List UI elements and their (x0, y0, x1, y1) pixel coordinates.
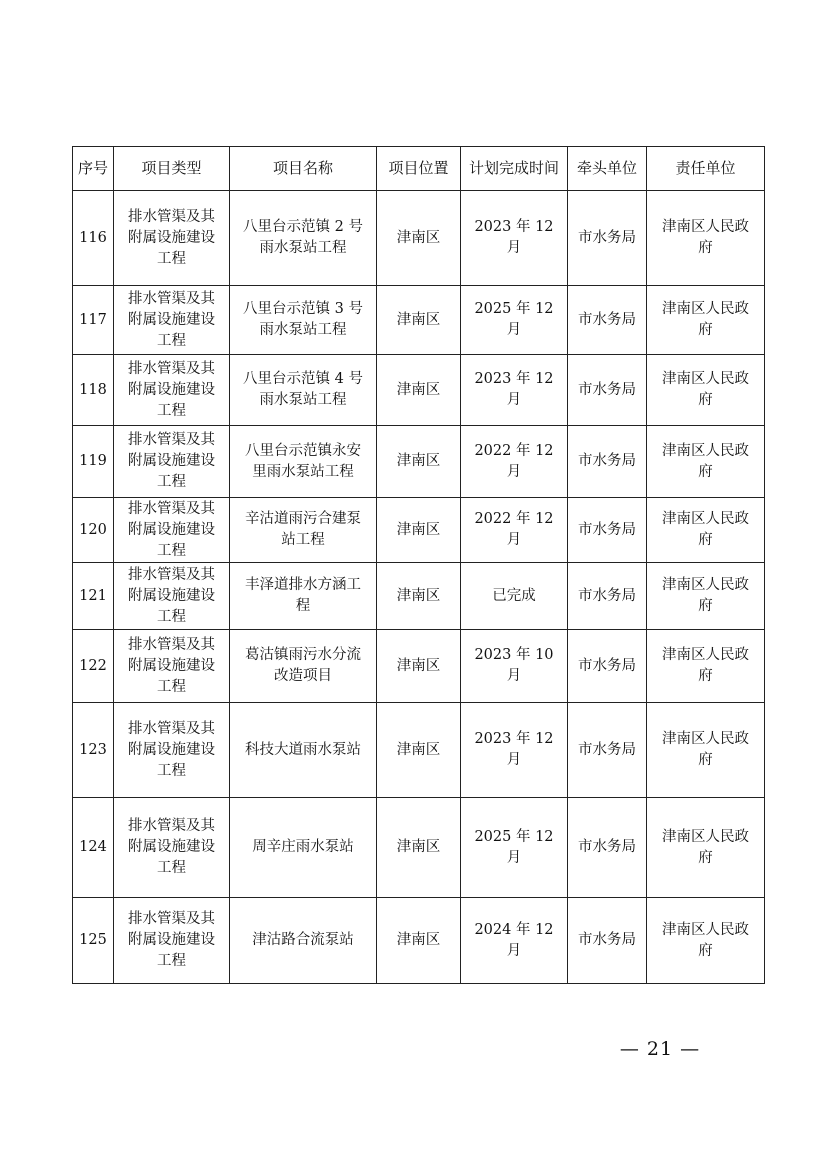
cell-location: 津南区 (377, 191, 461, 286)
cell-responsible (647, 426, 765, 498)
cell-type (114, 286, 230, 355)
cell-lead: 市水务局 (568, 630, 647, 703)
cell-name (230, 191, 377, 286)
cell-name (230, 703, 377, 798)
cell-type-text: 排水管渠及其附属设施建设工程 (128, 911, 215, 969)
cell-deadline: 2023 年 10 月 (461, 630, 568, 703)
cell-name-text: 周辛庄雨水泵站 (252, 839, 354, 855)
cell-deadline: 已完成 (461, 563, 568, 630)
cell-lead: 市水务局 (568, 286, 647, 355)
cell-type-text: 排水管渠及其附属设施建设工程 (128, 720, 215, 779)
cell-no: 119 (73, 426, 114, 498)
cell-no: 124 (73, 798, 114, 898)
table-row (73, 286, 765, 355)
table-row (73, 703, 765, 798)
project-table (72, 146, 765, 984)
cell-deadline: 2022 年 12 月 (461, 498, 568, 563)
cell-lead: 市水务局 (568, 798, 647, 898)
cell-lead: 市水务局 (568, 498, 647, 563)
cell-lead: 市水务局 (568, 703, 647, 798)
header-deadline: 计划完成时间 (461, 147, 568, 191)
cell-deadline: 2022 年 12 月 (461, 426, 568, 498)
cell-responsible-text: 津南区人民政府 (662, 442, 749, 480)
cell-name-text: 丰泽道排水方涵工程 (245, 577, 361, 614)
cell-responsible-text: 津南区人民政府 (662, 921, 749, 959)
cell-lead: 市水务局 (568, 898, 647, 984)
cell-name (230, 798, 377, 898)
cell-no: 118 (73, 355, 114, 426)
cell-responsible-text: 津南区人民政府 (662, 647, 749, 684)
cell-type-text: 排水管渠及其附属设施建设工程 (128, 432, 215, 490)
header-responsible: 责任单位 (647, 147, 765, 191)
cell-no: 121 (73, 563, 114, 630)
cell-location: 津南区 (377, 286, 461, 355)
cell-name (230, 355, 377, 426)
cell-type-text: 排水管渠及其附属设施建设工程 (128, 208, 215, 267)
cell-no: 120 (73, 498, 114, 563)
cell-name (230, 286, 377, 355)
cell-name-text: 八里台示范镇 4 号雨水泵站工程 (243, 371, 363, 408)
table-row (73, 426, 765, 498)
page-number: — 21 — (619, 1038, 701, 1060)
cell-type-text: 排水管渠及其附属设施建设工程 (128, 636, 215, 695)
cell-lead: 市水务局 (568, 426, 647, 498)
cell-location: 津南区 (377, 498, 461, 563)
cell-name-text: 葛沽镇雨污水分流改造项目 (245, 647, 361, 684)
cell-type (114, 355, 230, 426)
cell-location: 津南区 (377, 898, 461, 984)
table-header-row (73, 147, 765, 191)
cell-type-text: 排水管渠及其附属设施建设工程 (128, 500, 215, 559)
cell-name-text: 科技大道雨水泵站 (245, 741, 361, 758)
cell-responsible-text: 津南区人民政府 (662, 371, 749, 408)
cell-location: 津南区 (377, 426, 461, 498)
cell-name-text: 津沽路合流泵站 (252, 932, 354, 948)
cell-type (114, 703, 230, 798)
table-row (73, 355, 765, 426)
cell-type (114, 798, 230, 898)
cell-type (114, 898, 230, 984)
cell-location: 津南区 (377, 355, 461, 426)
cell-name (230, 898, 377, 984)
cell-location: 津南区 (377, 703, 461, 798)
table-row (73, 191, 765, 286)
cell-deadline: 2023 年 12 月 (461, 191, 568, 286)
cell-type (114, 426, 230, 498)
table-row (73, 630, 765, 703)
cell-responsible-text: 津南区人民政府 (662, 219, 749, 256)
header-no: 序号 (73, 147, 114, 191)
cell-deadline: 2024 年 12 月 (461, 898, 568, 984)
cell-responsible (647, 563, 765, 630)
cell-no: 117 (73, 286, 114, 355)
cell-location: 津南区 (377, 563, 461, 630)
cell-deadline: 2025 年 12 月 (461, 286, 568, 355)
header-type: 项目类型 (114, 147, 230, 191)
cell-location: 津南区 (377, 630, 461, 703)
table-row (73, 563, 765, 630)
cell-type-text: 排水管渠及其附属设施建设工程 (128, 360, 215, 419)
table-row (73, 898, 765, 984)
cell-deadline: 2023 年 12 月 (461, 355, 568, 426)
cell-deadline: 2023 年 12 月 (461, 703, 568, 798)
cell-name-text: 辛沽道雨污合建泵站工程 (245, 511, 361, 548)
cell-name-text: 八里台示范镇 2 号雨水泵站工程 (243, 219, 363, 256)
cell-lead: 市水务局 (568, 563, 647, 630)
cell-lead: 市水务局 (568, 355, 647, 426)
cell-name (230, 630, 377, 703)
cell-responsible (647, 286, 765, 355)
cell-type (114, 630, 230, 703)
cell-name (230, 498, 377, 563)
cell-no: 116 (73, 191, 114, 286)
cell-deadline: 2025 年 12 月 (461, 798, 568, 898)
cell-location: 津南区 (377, 798, 461, 898)
cell-responsible-text: 津南区人民政府 (662, 301, 749, 338)
cell-type (114, 498, 230, 563)
cell-responsible (647, 630, 765, 703)
cell-responsible (647, 703, 765, 798)
cell-responsible-text: 津南区人民政府 (662, 828, 749, 866)
header-location: 项目位置 (377, 147, 461, 191)
cell-type-text: 排水管渠及其附属设施建设工程 (128, 566, 215, 625)
cell-type (114, 191, 230, 286)
header-lead: 牵头单位 (568, 147, 647, 191)
cell-responsible-text: 津南区人民政府 (662, 511, 749, 548)
header-name: 项目名称 (230, 147, 377, 191)
cell-no: 122 (73, 630, 114, 703)
cell-responsible (647, 355, 765, 426)
cell-name-text: 八里台示范镇 3 号雨水泵站工程 (243, 301, 363, 338)
cell-type (114, 563, 230, 630)
cell-lead: 市水务局 (568, 191, 647, 286)
cell-responsible (647, 191, 765, 286)
cell-responsible (647, 498, 765, 563)
table-row (73, 498, 765, 563)
cell-name-text: 八里台示范镇永安里雨水泵站工程 (245, 442, 361, 480)
cell-type-text: 排水管渠及其附属设施建设工程 (128, 818, 215, 876)
cell-name (230, 563, 377, 630)
cell-no: 123 (73, 703, 114, 798)
cell-responsible (647, 798, 765, 898)
cell-responsible-text: 津南区人民政府 (662, 577, 749, 614)
cell-no: 125 (73, 898, 114, 984)
table-row (73, 798, 765, 898)
cell-responsible-text: 津南区人民政府 (662, 731, 749, 768)
cell-responsible (647, 898, 765, 984)
cell-name (230, 426, 377, 498)
cell-type-text: 排水管渠及其附属设施建设工程 (128, 290, 215, 349)
